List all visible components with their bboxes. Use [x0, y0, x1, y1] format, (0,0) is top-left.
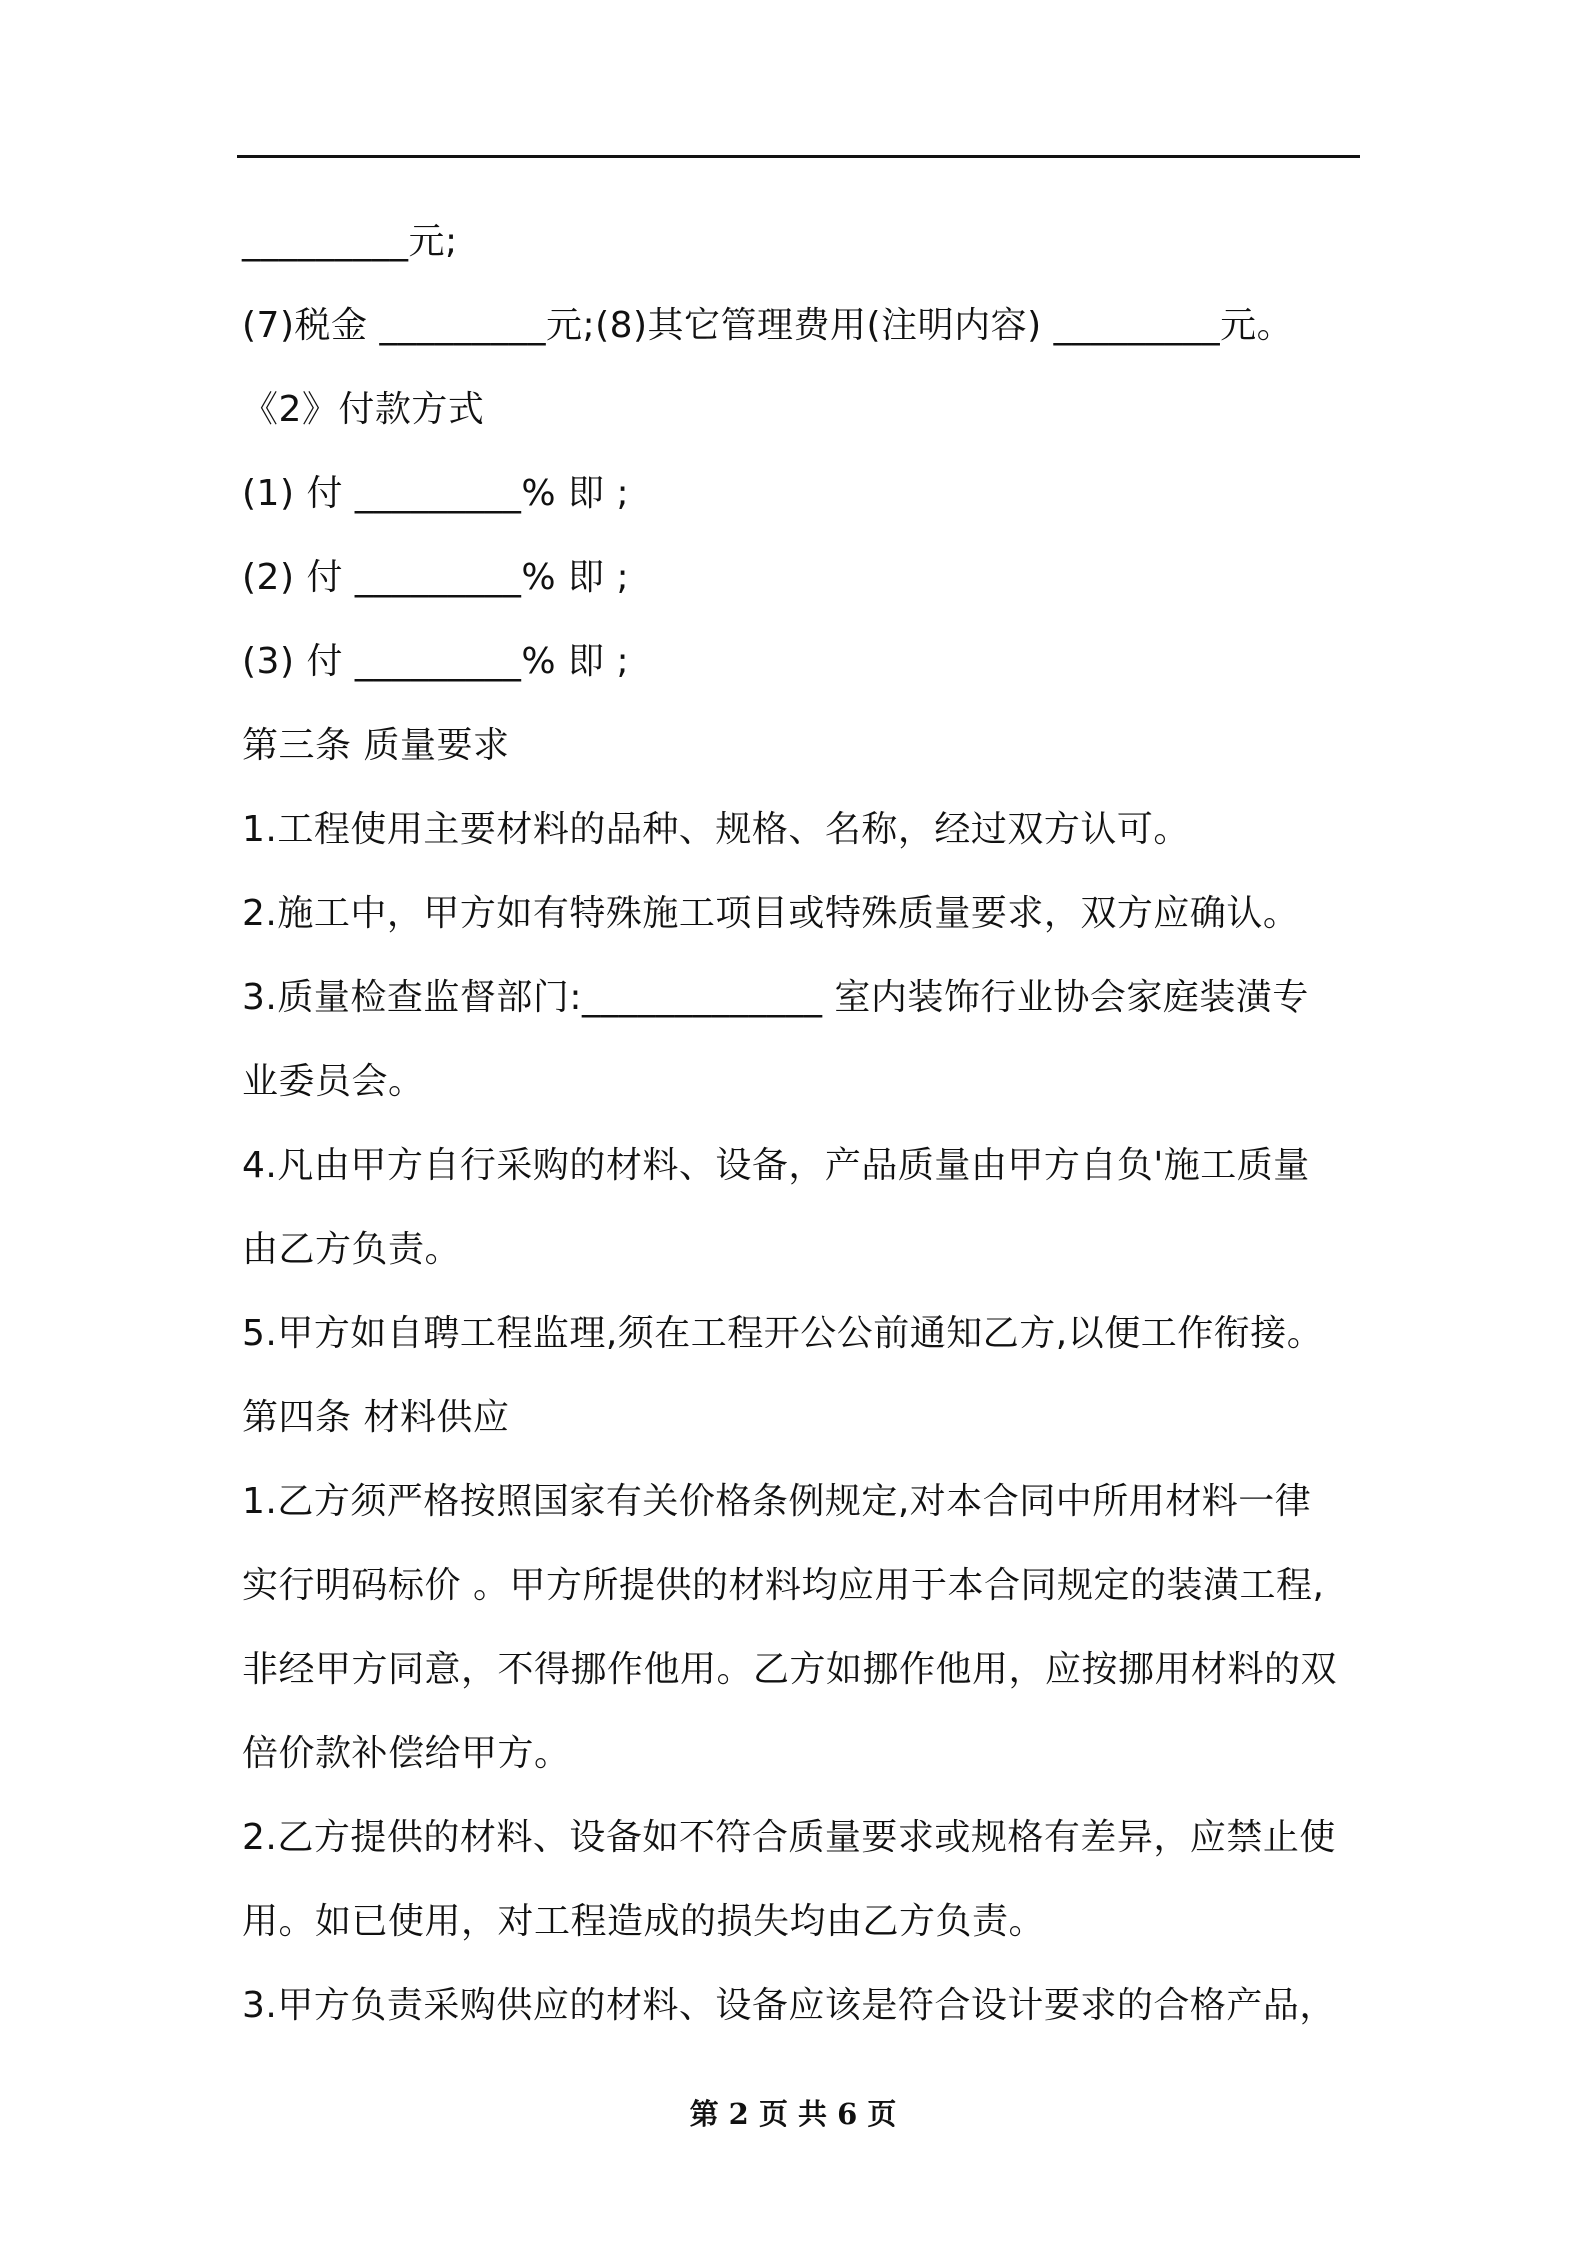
text-line: 业委员会。 [242, 1061, 425, 1102]
text-line: 实行明码标价 。甲方所提供的材料均应用于本合同规定的装潢工程, [242, 1565, 1325, 1606]
text-line: 5.甲方如自聘工程监理,须在工程开公公前通知乙方,以便工作衔接。 [242, 1313, 1324, 1354]
text-line: 4.凡由甲方自行采购的材料、设备，产品质量由甲方自负'施工质量 [242, 1145, 1310, 1186]
page-number: 第 2 页 共 6 页 [689, 2097, 897, 2131]
text-line: 倍价款补偿给甲方。 [242, 1733, 571, 1774]
text-line: (3) 付 _________% 即 ; [242, 641, 630, 682]
text-line: 3.质量检查监督部门:_____________ 室内装饰行业协会家庭装潢专 [242, 977, 1309, 1018]
document-body [242, 200, 1362, 2048]
text-line: (7)税金 _________元;(8)其它管理费用(注明内容) _________元。 [242, 305, 1294, 346]
text-line: 2.乙方提供的材料、设备如不符合质量要求或规格有差异，应禁止使 [242, 1817, 1336, 1858]
text-line: 由乙方负责。 [242, 1229, 462, 1270]
text-line: (2) 付 _________% 即 ; [242, 557, 630, 598]
header-rule [237, 155, 1360, 158]
text-line: 3.甲方负责采购供应的材料、设备应该是符合设计要求的合格产品， [242, 1985, 1336, 2026]
text-line: 2.施工中，甲方如有特殊施工项目或特殊质量要求，双方应确认。 [242, 893, 1300, 934]
article-heading: 第三条 质量要求 [242, 725, 510, 766]
text-line: _________元; [242, 221, 458, 262]
article-heading: 第四条 材料供应 [242, 1397, 510, 1438]
text-line: (1) 付 _________% 即 ; [242, 473, 630, 514]
text-line: 用。如已使用，对工程造成的损失均由乙方负责。 [242, 1901, 1046, 1942]
text-line: 非经甲方同意，不得挪作他用。乙方如挪作他用，应按挪用材料的双 [242, 1649, 1338, 1690]
section-heading: 《2》付款方式 [242, 389, 485, 430]
text-line: 1.乙方须严格按照国家有关价格条例规定,对本合同中所用材料一律 [242, 1481, 1312, 1522]
text-line: 1.工程使用主要材料的品种、规格、名称，经过双方认可。 [242, 809, 1190, 850]
